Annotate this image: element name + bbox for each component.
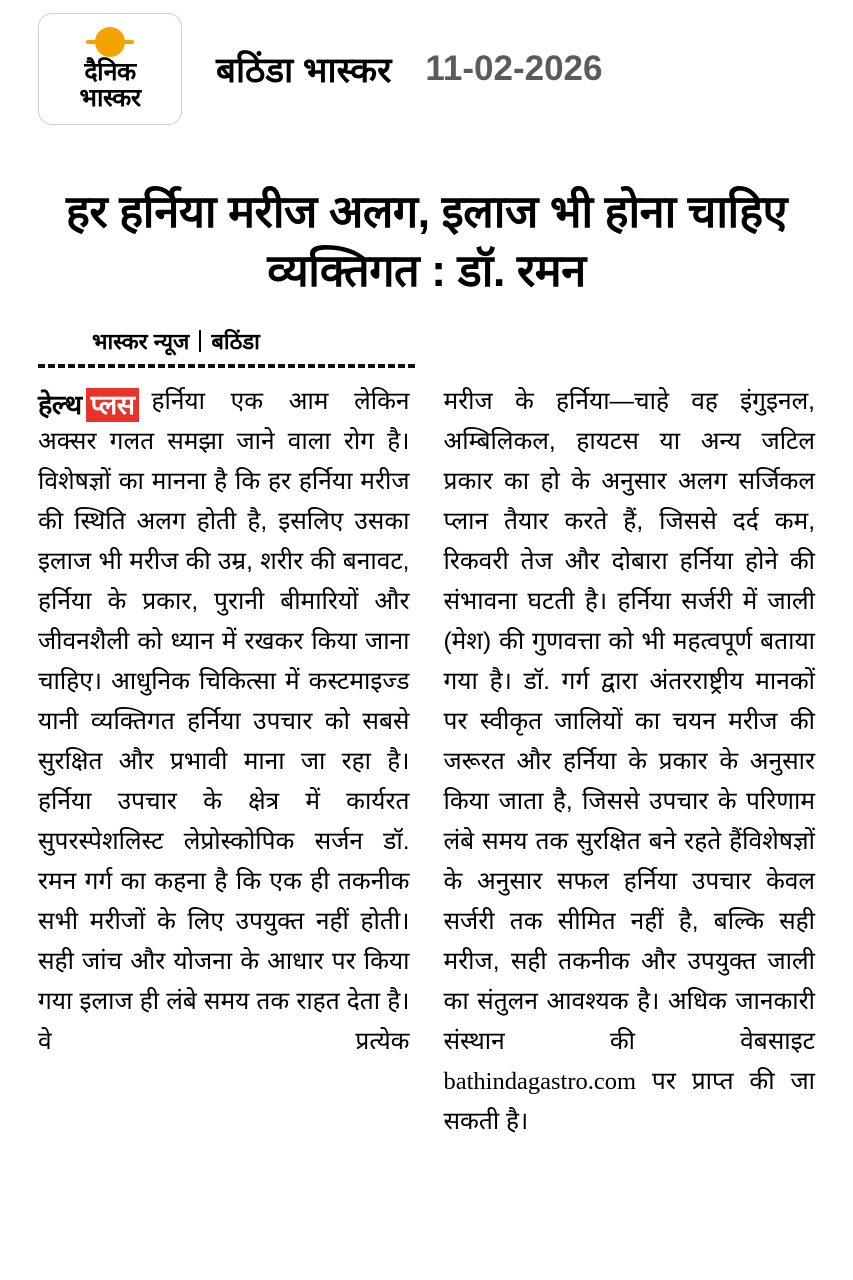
column-right-body: मरीज के हर्निया—चाहे वह इंगुइनल, अम्बिलिकल, हायटस या अन्य जटिल प्रकार का हो के अनुसार अलग सर्जिकल प्लान तैयार करते हैं, जिससे दर्द कम, रिकवरी तेज और दोबारा हर्निया होने की संभावना घटती है। हर्निया सर्जरी में जाली (मेश) की गुणवत्ता को भी महत्वपूर्ण बताया गया है। डॉ. गर्ग द्वारा अंतरराष्ट्रीय मानकों पर स्वीकृत जालियों का चयन मरीज की जरूरत और हर्निया के प्रकार के अनुसार किया जाता है, जिससे उपचार के परिणाम लंबे समय तक सुरक्षित बने रहते हैंविशेषज्ञों के अनुसार सफल हर्निया उपचार केवल सर्जरी तक सीमित नहीं है, बल्कि सही मरीज, सही तकनीक और उपयुक्त जाली का संतुलन आवश्यक है। अधिक जानकारी संस्थान की वेबसाइट xyxy=(443,388,815,1055)
sun-icon xyxy=(95,27,125,57)
column-right-tail: पर प्राप्त की जा सकती है। xyxy=(443,1068,815,1135)
byline xyxy=(38,326,418,356)
logo-line-2: भास्कर xyxy=(79,83,141,112)
health-plus-tag-part2: प्लस xyxy=(86,388,140,422)
byline-divider xyxy=(38,364,418,368)
byline-source: भास्कर न्यूज xyxy=(92,329,190,354)
edition-title: बठिंडा भास्कर xyxy=(216,50,392,90)
dainik-bhaskar-logo xyxy=(38,13,182,125)
byline-separator xyxy=(199,330,201,352)
publication-date: 11-02-2026 xyxy=(425,49,603,88)
byline-block xyxy=(38,326,418,368)
website-link: bathindagastro.com xyxy=(443,1068,637,1095)
byline-place: बठिंडा xyxy=(211,329,260,354)
article-body xyxy=(38,382,815,1142)
column-right-text xyxy=(444,382,816,1142)
health-plus-tag xyxy=(38,388,139,422)
column-left xyxy=(38,382,410,1142)
masthead xyxy=(38,0,815,124)
logo-line-1: दैनिक xyxy=(84,57,136,86)
column-left-text: हर्निया एक आम लेकिन अक्सर गलत समझा जाने वाला रोग है। विशेषज्ञों का मानना है कि हर हर्निया मरीज की स्थिति अलग होती है, इसलिए उसका इलाज भी मरीज की उम्र, शरीर की बनावट, हर्निया के प्रकार, पुरानी बीमारियों और जीवनशैली को ध्यान में रखकर किया जाना चाहिए। आधुनिक चिकित्सा में कस्टमाइज्ड यानी व्यक्तिगत हर्निया उपचार को सबसे सुरक्षित और प्रभावी माना जा रहा है। हर्निया उपचार के क्षेत्र में कार्यरत सुपरस्पेशलिस्ट लेप्रोस्कोपिक सर्जन डॉ. रमन गर्ग का कहना है कि एक ही तकनीक सभी मरीजों के लिए उपयुक्त नहीं होती। सही जांच और योजना के आधार पर किया गया इलाज ही लंबे समय तक राहत देता है। वे प्रत्येक xyxy=(38,388,410,1055)
article-headline: हर हर्निया मरीज अलग, इलाज भी होना चाहिए व्यक्तिगत : डॉ. रमन xyxy=(66,186,787,296)
column-right xyxy=(444,382,816,1142)
health-plus-tag-part1: हेल्थ xyxy=(38,388,86,422)
